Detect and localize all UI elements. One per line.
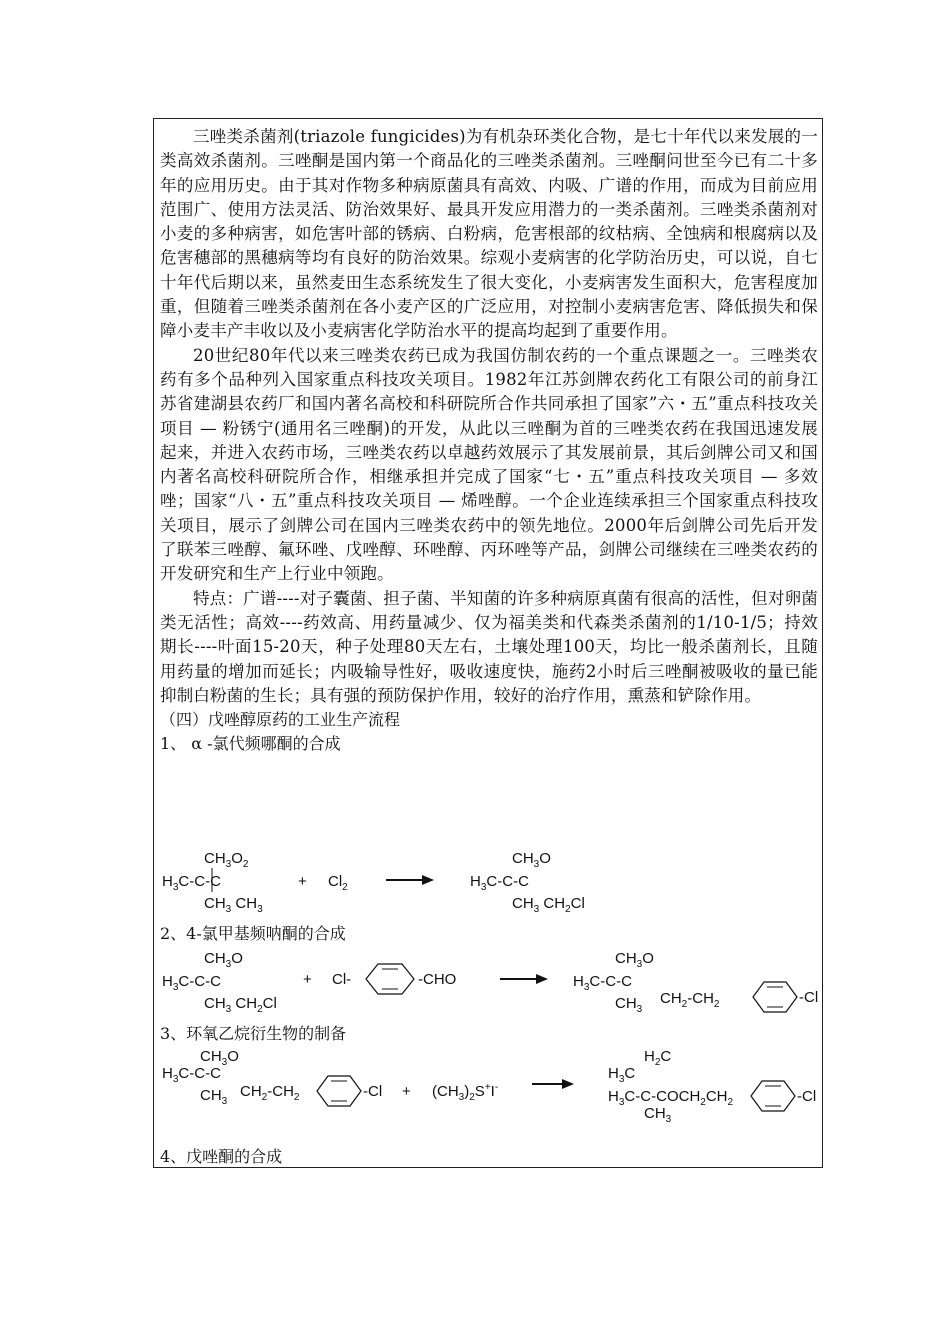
scheme2-plus: + [303, 971, 312, 988]
scheme2-arrow [500, 974, 548, 984]
reaction-scheme-2 [160, 946, 820, 1016]
scheme3-sulfonium: $(CH_3)_2S^+I^-$ [432, 1082, 499, 1103]
scheme3-prod-h3c-top: $H_3C$ [608, 1065, 636, 1085]
scheme1-label-ch3-top: $CH_3O_2$ [204, 850, 249, 870]
scheme3-prod-ch3-bottom: $CH_3$ [644, 1105, 672, 1124]
scheme2-ch3-bottom: $CH_3$ $CH_2Cl$ [204, 995, 277, 1015]
scheme2-prod-chain: $CH_2-CH_2$ [660, 990, 720, 1010]
scheme2-prod-h3c: $H_3C-C-C$ [573, 973, 632, 993]
paragraph-history: 20世纪80年代以来三唑类农药已成为我国仿制农药的一个重点课题之一。三唑类农药有多个品种列入国家重点科技攻关项目。1982年江苏剑牌农药化工有限公司的前身江苏省建湖县农药厂和国内著名高校和科研院所合作共同承担了国家”六・五”重点科技攻关项目 — 粉锈宁(通用名三唑酮)的开发，从此以三唑酮为首的三唑类农药在我国迅速发展起来，并进入农药市场，三唑类农药以卓越药效展示了其发展前景，其后剑牌公司又和国内著名高校科研院所合作，相继承担并完成了国家“七・五”重点科技攻关项目 — 多效唑；国家“八・五”重点科技攻关项目 — 烯唑醇。一个企业连续承担三个国家重点科技攻关项目，展示了剑牌公司在国内三唑类农药中的领先地位。2000年后剑牌公司先后开发了联苯三唑醇、氟环唑、戊唑醇、环唑醇、丙环唑等产品，剑牌公司继续在三唑类农药的开发研究和生产上行业中领跑。 [160, 345, 818, 584]
paragraph-intro: 三唑类杀菌剂(triazole fungicides)为有机杂环类化合物，是七十年代以来发展的一类高效杀菌剂。三唑酮是国内第一个商品化的三唑类杀菌剂。三唑酮问世至今已有二十多年的应用历史。由于其对作物多种病原菌具有高效、内吸、广谱的作用，而成为目前应用范围广、使用方法灵活、防治效果好、最具开发应用潜力的一类杀菌剂。三唑类杀菌剂对小麦的多种病害，如危害叶部的锈病、白粉病，危害根部的纹枯病、全蚀病和根腐病以及危害穗部的黑穗病等均有良好的防治效果。综观小麦病害的化学防治历史，可以说，自七十年代后期以来，虽然麦田生态系统发生了很大变化，小麦病害发生面积大，危害程度加重，但随着三唑类杀菌剂在各小麦产区的广泛应用，对控制小麦病害危害、降低损失和保障小麦丰产丰收以及小麦病害化学防治水平的提高均起到了重要作用。 [160, 127, 818, 341]
paragraph-features: 特点：广谱----对子囊菌、担子菌、半知菌的许多种病原真菌有很高的活性，但对卵菌类无活性；高效----药效高、用药量减少、仅为福美类和代森类杀菌剂的1/10-1/5；持效期长----叶面15-20天，种子处理80天左右，土壤处理100天，均比一般杀菌剂长，且随用药量的增加而延长；内吸输导性好，吸收速度快，施药2小时后三唑酮被吸收的量已能抑制白粉菌的生长；具有强的预防保护作用，较好的治疗作用，熏蒸和铲除作用。 [160, 588, 818, 705]
step-4-title: 4、戊唑酮的合成 [160, 1147, 283, 1166]
scheme2-prod-cl: -Cl [799, 989, 819, 1006]
scheme3-h3c: $H_3C-C-C$ [162, 1065, 221, 1085]
scheme2-cho: -CHO [418, 971, 457, 988]
scheme1-label-h3c: $H_3C-C-C$ [162, 873, 221, 893]
scheme3-prod-cl: -Cl [797, 1088, 817, 1105]
scheme1-prod-ch3-top: $CH_3O$ [512, 850, 551, 870]
scheme3-prod-h2c: $H_2C$ [644, 1048, 672, 1068]
scheme3-arrow [532, 1079, 574, 1089]
reaction-scheme-3 [160, 1044, 820, 1124]
scheme3-prod-core: $H_3C-C-COCH_2CH_2$ [608, 1088, 734, 1108]
scheme2-h3c: $H_3C-C-C$ [162, 973, 221, 993]
step-2-title: 2、4-氯甲基频呐酮的合成 [160, 924, 346, 943]
scheme2-prod-ch3-top: $CH_3O$ [615, 950, 654, 970]
scheme1-prod-h3c: $H_3C-C-C$ [470, 873, 529, 893]
scheme1-label-ch3-bottom: $CH_3$ $CH_3$ [204, 895, 263, 915]
scheme1-prod-ch3-bottom: $CH_3$ $CH_2Cl$ [512, 895, 585, 915]
scheme3-ch3-top: $CH_3O$ [200, 1048, 239, 1068]
scheme2-cl-left: Cl- [332, 971, 352, 988]
reaction-scheme-1 [160, 846, 640, 916]
step-1-title: 1、 α -氯代频哪酮的合成 [160, 734, 341, 754]
scheme1-plus: + [298, 873, 307, 890]
scheme3-ch3-bottom: $CH_3$ [200, 1087, 228, 1107]
step-3-title: 3、环氧乙烷衍生物的制备 [160, 1024, 347, 1043]
section-title: （四）戊唑醇原药的工业生产流程 [160, 710, 401, 730]
scheme3-cl: -Cl [363, 1083, 383, 1100]
scheme3-chain: $CH_2-CH_2$ [240, 1083, 300, 1103]
scheme2-prod-ch3-bottom: $CH_3$ [615, 995, 643, 1015]
document-body [160, 125, 818, 756]
scheme1-cl2: $Cl_2$ [328, 873, 348, 893]
scheme1-arrow [386, 875, 434, 885]
scheme3-plus: + [402, 1083, 411, 1100]
scheme2-ch3-top: $CH_3O$ [204, 950, 243, 970]
